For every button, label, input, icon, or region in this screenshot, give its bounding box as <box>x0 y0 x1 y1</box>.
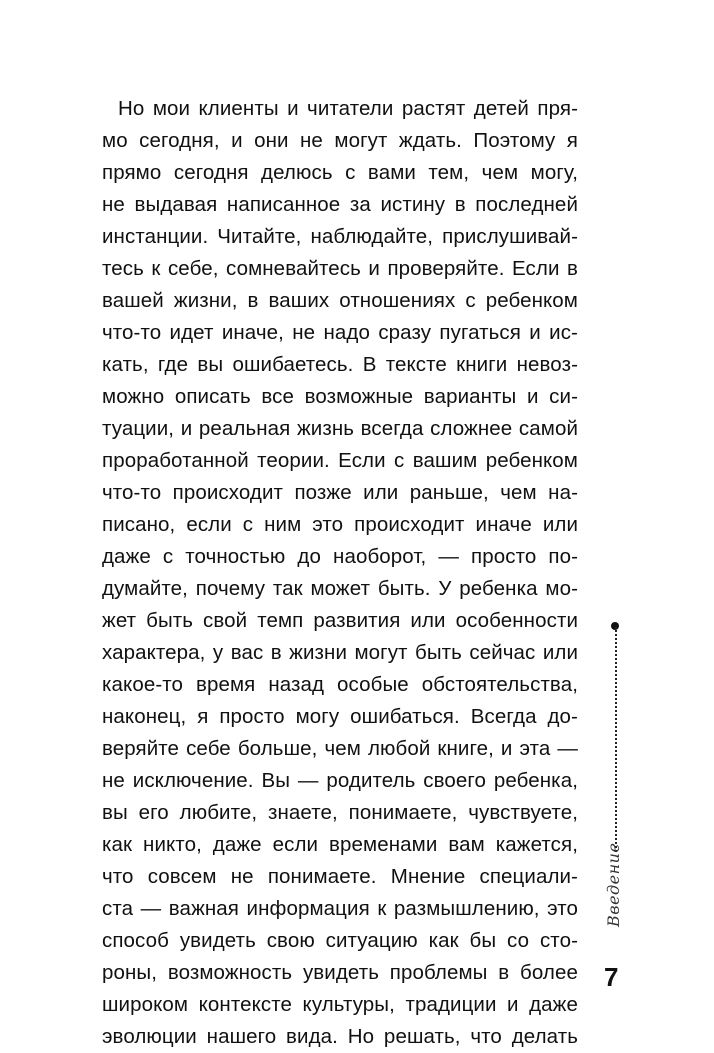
body-text <box>102 93 578 1053</box>
text-line: как никто, даже если временами вам кажется, <box>102 833 578 856</box>
text-line: наконец, я просто могу ошибаться. Всегда до- <box>102 705 578 728</box>
text-line: что-то идет иначе, не надо сразу пугаться и ис- <box>102 321 578 344</box>
text-line: что-то происходит позже или раньше, чем на- <box>102 481 578 504</box>
text-line: туации, и реальная жизнь всегда сложнее самой <box>102 417 578 440</box>
text-line: кать, где вы ошибаетесь. В тексте книги невоз- <box>102 353 578 376</box>
text-line: можно описать все возможные варианты и си- <box>102 385 578 408</box>
text-line: веряйте себе больше, чем любой книге, и эта — <box>102 737 578 760</box>
text-line: даже с точностью до наоборот, — просто по- <box>102 545 578 568</box>
text-line: способ увидеть свою ситуацию как бы со сто- <box>102 929 578 952</box>
text-line: жет быть свой темп развития или особенности <box>102 609 578 632</box>
text-line: вы его любите, знаете, понимаете, чувствуете, <box>102 801 578 824</box>
text-line: характера, у вас в жизни могут быть сейчас или <box>102 641 578 664</box>
text-line: что совсем не понимаете. Мнение специали- <box>102 865 578 888</box>
text-line: тесь к себе, сомневайтесь и проверяйте. Если в <box>102 257 578 280</box>
text-line: какое-то время назад особые обстоятельства, <box>102 673 578 696</box>
text-line: не исключение. Вы — родитель своего ребенка, <box>102 769 578 792</box>
text-line: инстанции. Читайте, наблюдайте, прислушивай- <box>102 225 578 248</box>
page-number: 7 <box>604 962 619 992</box>
text-line: мо сегодня, и они не могут ждать. Поэтому я <box>102 129 578 152</box>
text-line: эволюции нашего вида. Но решать, что делать <box>102 1025 578 1048</box>
text-line: роны, возможность увидеть проблемы в более <box>102 961 578 984</box>
text-line: Но мои клиенты и читатели растят детей пря- <box>118 97 578 120</box>
text-line: думайте, почему так может быть. У ребенка мо- <box>102 577 578 600</box>
running-section-title: Введение <box>604 842 623 927</box>
text-line: не выдавая написанное за истину в последней <box>102 193 578 216</box>
text-line: широком контексте культуры, традиции и даже <box>102 993 578 1016</box>
margin-dotted-rule <box>615 627 617 852</box>
text-line: вашей жизни, в ваших отношениях с ребенком <box>102 289 578 312</box>
text-line: прямо сегодня делюсь с вами тем, чем могу, <box>102 161 578 184</box>
text-line: писано, если с ним это происходит иначе или <box>102 513 578 536</box>
text-line: ста — важная информация к размышлению, это <box>102 897 578 920</box>
text-line: проработанной теории. Если с вашим ребенком <box>102 449 578 472</box>
